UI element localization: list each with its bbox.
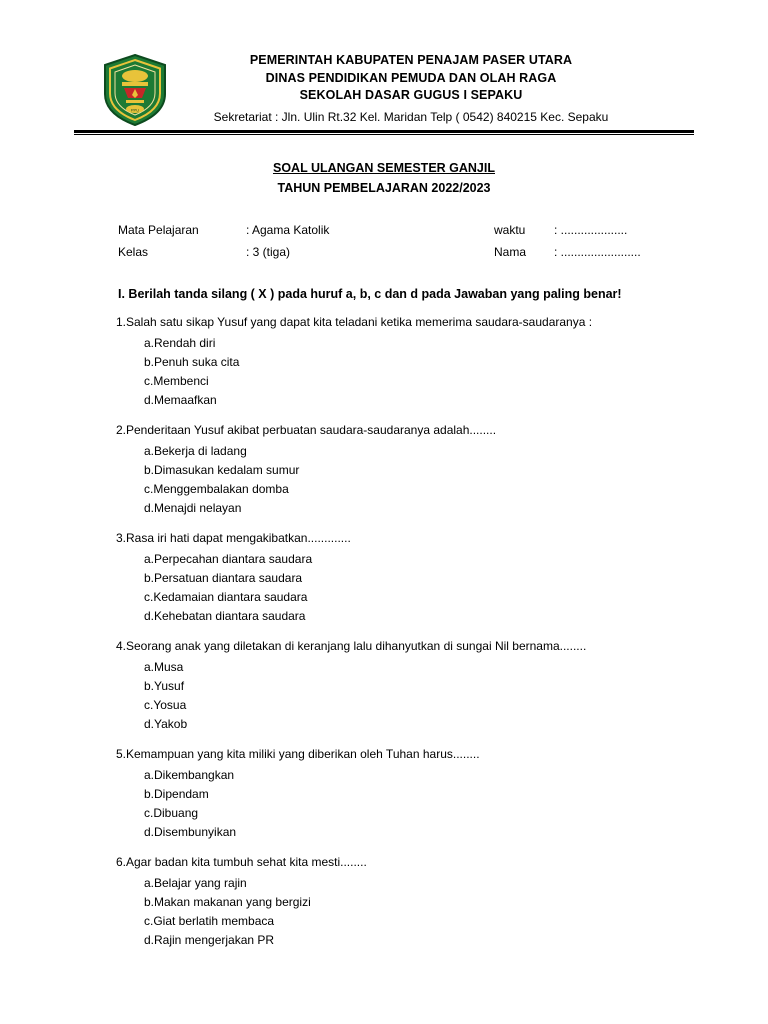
option-d[interactable]: d.Rajin mengerjakan PR (144, 933, 275, 947)
option-d[interactable]: d.Kehebatan diantara saudara (144, 609, 306, 623)
option-a[interactable]: a.Perpecahan diantara saudara (144, 552, 313, 566)
header-divider (74, 130, 694, 135)
option-list (116, 766, 694, 842)
option-a[interactable]: a.Rendah diri (144, 336, 216, 350)
question-item (116, 745, 694, 842)
question-list (74, 313, 694, 950)
option-list (116, 550, 694, 626)
question-item (116, 313, 694, 410)
option-d[interactable]: d.Yakob (144, 717, 188, 731)
question-text: 4.Seorang anak yang diletakan di keranjang lalu dihanyutkan di sungai Nil bernama........ (116, 639, 587, 653)
option-a[interactable]: a.Bekerja di ladang (144, 444, 247, 458)
option-b[interactable]: b.Persatuan diantara saudara (144, 571, 303, 585)
option-list (116, 442, 694, 518)
question-text: 6.Agar badan kita tumbuh sehat kita mesti........ (116, 855, 367, 869)
option-d[interactable]: d.Disembunyikan (144, 825, 237, 839)
letterhead (74, 52, 694, 126)
header-line-3: SEKOLAH DASAR GUGUS I SEPAKU (299, 88, 523, 102)
question-text: 1.Salah satu sikap Yusuf yang dapat kita teladani ketika memerima saudara-saudaranya : (116, 315, 593, 329)
question-text: 5.Kemampuan yang kita miliki yang diberikan oleh Tuhan harus........ (116, 747, 480, 761)
option-c[interactable]: c.Yosua (144, 698, 187, 712)
name-value: : ........................ (554, 245, 641, 259)
option-b[interactable]: b.Makan makanan yang bergizi (144, 895, 311, 909)
option-c[interactable]: c.Kedamaian diantara saudara (144, 590, 308, 604)
time-value: : .................... (554, 223, 628, 237)
option-b[interactable]: b.Yusuf (144, 679, 185, 693)
option-b[interactable]: b.Penuh suka cita (144, 355, 240, 369)
subject-value: : Agama Katolik (246, 223, 330, 237)
option-b[interactable]: b.Dimasukan kedalam sumur (144, 463, 300, 477)
question-item (116, 853, 694, 950)
header-line-1: PEMERINTAH KABUPATEN PENAJAM PASER UTARA (249, 53, 573, 67)
option-d[interactable]: d.Menajdi nelayan (144, 501, 242, 515)
time-label: waktu (494, 223, 526, 237)
meta-row-subject (118, 219, 694, 241)
question-item (116, 421, 694, 518)
class-label: Kelas (118, 245, 149, 259)
name-label: Nama (494, 245, 527, 259)
svg-text:PPU: PPU (130, 107, 140, 113)
option-c[interactable]: c.Membenci (144, 374, 209, 388)
exam-meta (74, 219, 694, 263)
option-c[interactable]: c.Menggembalakan domba (144, 482, 289, 496)
divider-thick (74, 130, 694, 133)
secretariat-line: Sekretariat : Jln. Ulin Rt.32 Kel. Maridan Telp ( 0542) 840215 Kec. Sepaku (213, 109, 609, 124)
option-a[interactable]: a.Musa (144, 660, 184, 674)
option-b[interactable]: b.Dipendam (144, 787, 209, 801)
exam-year: TAHUN PEMBELAJARAN 2022/2023 (277, 181, 491, 195)
option-d[interactable]: d.Memaafkan (144, 393, 217, 407)
subject-label: Mata Pelajaran (118, 223, 199, 237)
regency-crest-icon (102, 54, 168, 126)
question-text: 3.Rasa iri hati dapat mengakibatkan............. (116, 531, 351, 545)
letterhead-text (168, 52, 694, 126)
instruction-text: I. Berilah tanda silang ( X ) pada huruf a, b, c dan d pada Jawaban yang paling benar! (118, 287, 622, 301)
question-item (116, 637, 694, 734)
question-item (116, 529, 694, 626)
header-line-2: DINAS PENDIDIKAN PEMUDA DAN OLAH RAGA (265, 70, 557, 85)
option-list (116, 874, 694, 950)
exam-title-block (74, 159, 694, 197)
exam-title: SOAL ULANGAN SEMESTER GANJIL (272, 161, 495, 175)
question-text: 2.Penderitaan Yusuf akibat perbuatan saudara-saudaranya adalah........ (116, 423, 497, 437)
option-c[interactable]: c.Giat berlatih membaca (144, 914, 275, 928)
meta-row-class (118, 241, 694, 263)
option-list (116, 658, 694, 734)
class-value: : 3 (tiga) (246, 245, 291, 259)
option-a[interactable]: a.Dikembangkan (144, 768, 235, 782)
option-c[interactable]: c.Dibuang (144, 806, 199, 820)
option-a[interactable]: a.Belajar yang rajin (144, 876, 247, 890)
divider-thin (74, 134, 694, 135)
option-list (116, 334, 694, 410)
